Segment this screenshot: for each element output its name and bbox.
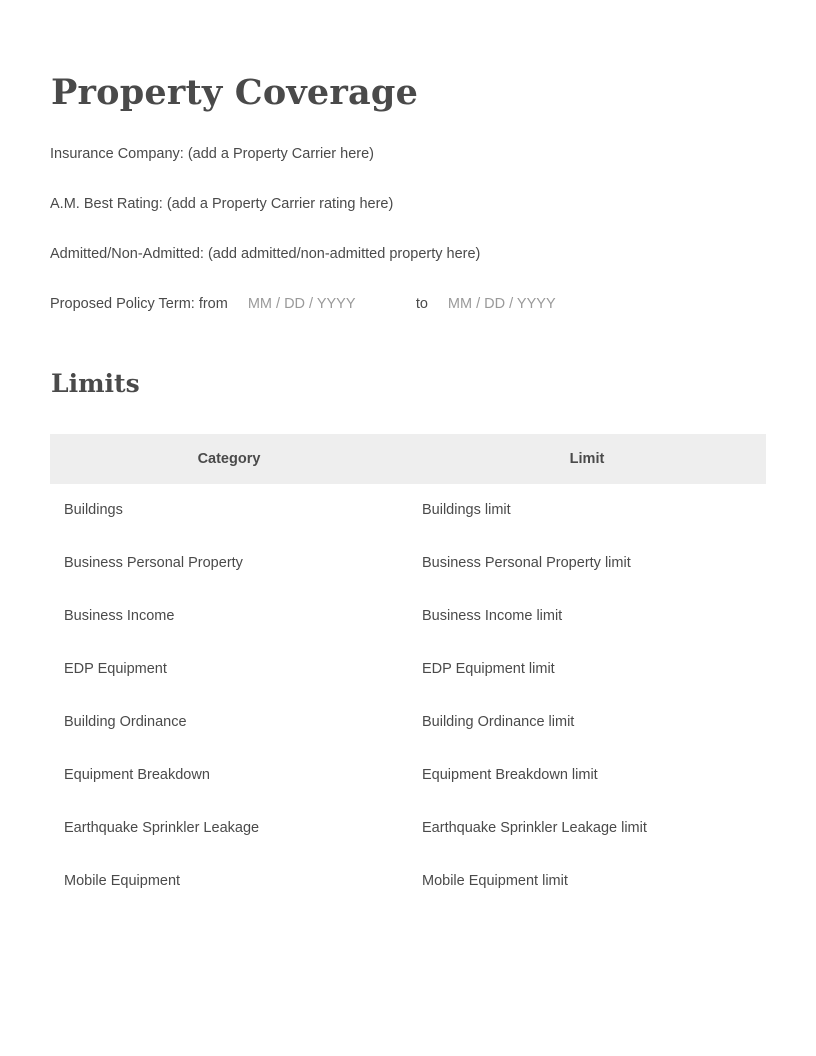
limit-cell[interactable]: Equipment Breakdown limit (422, 766, 598, 783)
limit-cell[interactable]: Buildings limit (422, 502, 511, 518)
policy-term-label: Proposed Policy Term: from (50, 296, 228, 312)
am-best-rating-field[interactable]: A.M. Best Rating: (add a Property Carrier rating here) (50, 196, 394, 212)
category-cell: Business Personal Property (64, 554, 243, 571)
policy-term-row (50, 294, 616, 314)
category-cell: Equipment Breakdown (64, 766, 210, 783)
policy-term-to-date-input[interactable]: MM / DD / YYYY (447, 296, 556, 312)
table-row (50, 536, 766, 589)
admitted-status-field[interactable]: Admitted/Non-Admitted: (add admitted/non-admitted property here) (50, 246, 481, 262)
table-header-row (50, 434, 766, 484)
limit-cell[interactable]: EDP Equipment limit (422, 660, 555, 677)
table-row (50, 854, 766, 907)
policy-term-from-date-input[interactable]: MM / DD / YYYY (247, 296, 356, 312)
policy-term-to-label: to (415, 296, 428, 312)
table-row (50, 748, 766, 801)
table-row (50, 589, 766, 642)
table-row (50, 695, 766, 748)
limit-cell[interactable]: Business Personal Property limit (422, 554, 631, 571)
category-cell: EDP Equipment (64, 660, 167, 677)
limit-cell[interactable]: Building Ordinance limit (422, 713, 575, 730)
table-row (50, 642, 766, 695)
page-title: Property Coverage (51, 72, 419, 113)
limit-cell[interactable]: Mobile Equipment limit (422, 872, 568, 889)
limit-cell[interactable]: Business Income limit (422, 607, 563, 624)
limits-section-title: Limits (51, 369, 140, 398)
category-cell: Mobile Equipment (64, 872, 181, 889)
column-header-limit: Limit (408, 434, 766, 484)
limits-table (50, 434, 766, 907)
table-row (50, 484, 766, 536)
category-cell: Building Ordinance (64, 713, 187, 730)
column-header-category: Category (50, 434, 408, 484)
category-cell: Earthquake Sprinkler Leakage (64, 819, 260, 836)
insurance-company-field[interactable]: Insurance Company: (add a Property Carrier here) (50, 146, 374, 162)
category-cell: Buildings (64, 502, 123, 518)
category-cell: Business Income (64, 607, 175, 624)
limit-cell[interactable]: Earthquake Sprinkler Leakage limit (422, 819, 647, 836)
table-row (50, 801, 766, 854)
